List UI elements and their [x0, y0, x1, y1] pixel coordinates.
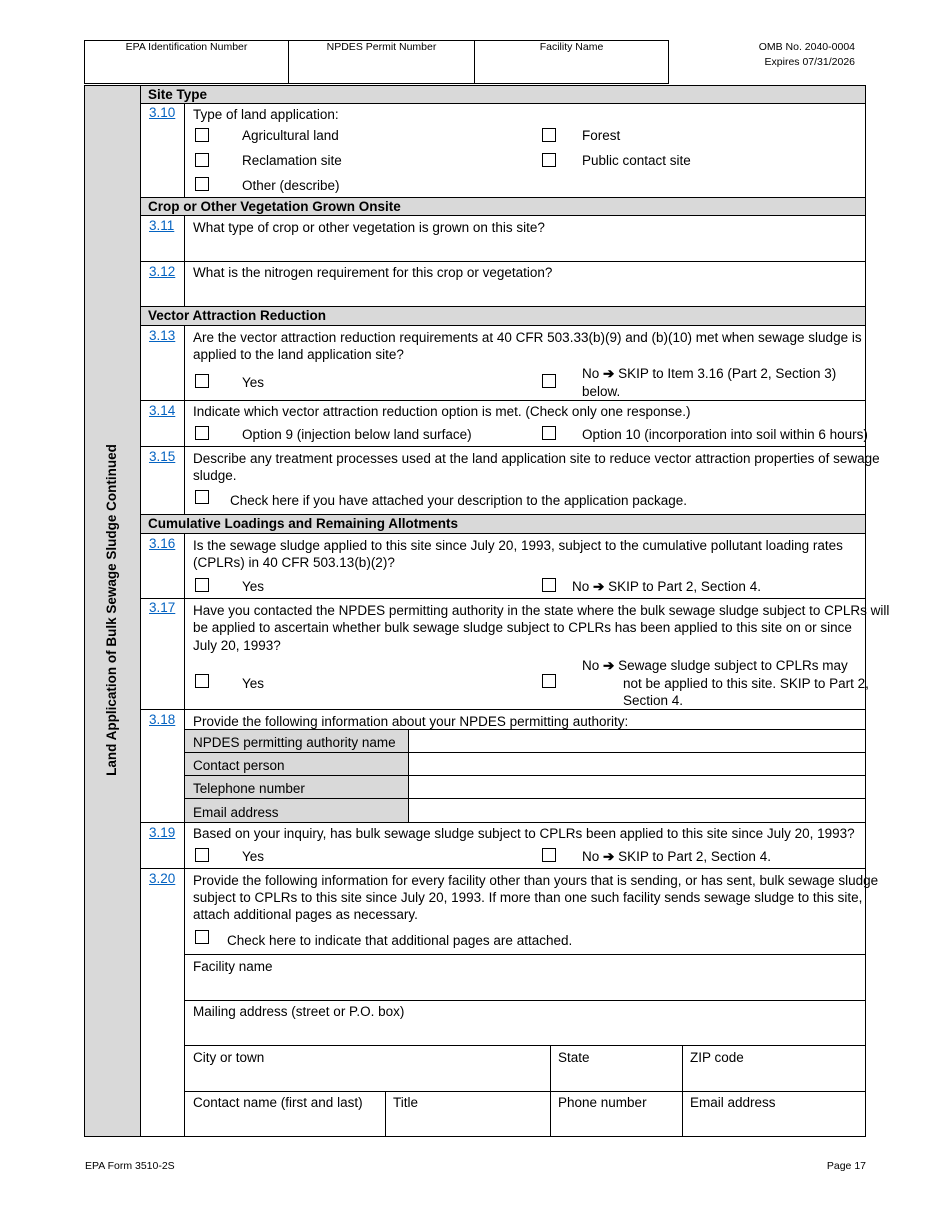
label-q317-no: No ➔ Sewage sludge subject to CPLRs may: [582, 658, 848, 673]
label-q316-no: No ➔ SKIP to Part 2, Section 4.: [572, 579, 761, 594]
q310-text: Type of land application:: [193, 107, 339, 122]
label-zip: ZIP code: [690, 1050, 744, 1065]
npdes-permit-field[interactable]: [290, 56, 472, 82]
label-facility-name: Facility name: [193, 959, 273, 974]
label-state: State: [558, 1050, 590, 1065]
label-q313-no-cont: below.: [582, 384, 621, 399]
section-crop: Crop or Other Vegetation Grown Onsite: [141, 198, 865, 215]
label-forest: Forest: [582, 128, 621, 143]
q315-text-line2: sludge.: [193, 468, 237, 483]
input-authority-name[interactable]: [410, 731, 864, 751]
q317-text-line1: Have you contacted the NPDES permitting authority in the state where the bulk sewage sludge subject to CPLRs will: [193, 603, 890, 618]
input-phone[interactable]: [552, 1112, 680, 1134]
arrow-icon: ➔: [603, 849, 615, 864]
checkbox-q316-no[interactable]: [542, 578, 556, 592]
item-number-3-11[interactable]: 3.11: [149, 218, 175, 233]
q311-text: What type of crop or other vegetation is grown on this site?: [193, 220, 545, 235]
input-city[interactable]: [186, 1067, 548, 1089]
label-telephone: Telephone number: [193, 781, 305, 796]
checkbox-q317-no[interactable]: [542, 674, 556, 688]
q313-text-line2: applied to the land application site?: [193, 347, 404, 362]
label-email-address: Email address: [690, 1095, 776, 1110]
checkbox-forest[interactable]: [542, 128, 556, 142]
q316-text-line2: (CPLRs) in 40 CFR 503.13(b)(2)?: [193, 555, 395, 570]
npdes-permit-label: NPDES Permit Number: [326, 41, 437, 53]
q318-text: Provide the following information about your NPDES permitting authority:: [193, 714, 629, 729]
q315-text-line1: Describe any treatment processes used at the land application site to reduce vector attraction properties of sewage: [193, 451, 880, 466]
label-email: Email address: [193, 805, 279, 820]
label-city: City or town: [193, 1050, 265, 1065]
input-mailing-address[interactable]: [186, 1021, 864, 1043]
label-reclamation-site: Reclamation site: [242, 153, 342, 168]
label-q315-attached: Check here if you have attached your description to the application package.: [230, 493, 688, 508]
q317-text-line3: July 20, 1993?: [193, 638, 281, 653]
checkbox-q317-yes[interactable]: [195, 674, 209, 688]
input-zip[interactable]: [684, 1067, 864, 1089]
label-agricultural-land: Agricultural land: [242, 128, 339, 143]
label-title: Title: [393, 1095, 419, 1110]
label-contact-name: Contact name (first and last): [193, 1095, 363, 1110]
label-public-contact-site: Public contact site: [582, 153, 691, 168]
checkbox-other[interactable]: [195, 177, 209, 191]
side-label: Land Application of Bulk Sewage Sludge Continued: [104, 444, 119, 776]
label-option-10: Option 10 (incorporation into soil within 6 hours): [582, 427, 868, 442]
arrow-icon: ➔: [603, 366, 615, 381]
checkbox-q316-yes[interactable]: [195, 578, 209, 592]
checkbox-q319-yes[interactable]: [195, 848, 209, 862]
label-q319-no: No ➔ SKIP to Part 2, Section 4.: [582, 849, 771, 864]
epa-id-label: EPA Identification Number: [125, 41, 248, 53]
label-q313-yes: Yes: [242, 375, 265, 390]
label-q313-no: No ➔ SKIP to Item 3.16 (Part 2, Section 3): [582, 366, 837, 381]
input-telephone[interactable]: [410, 777, 864, 797]
item-number-3-12[interactable]: 3.12: [149, 264, 176, 279]
omb-expires: Expires 07/31/2026: [764, 56, 855, 68]
q320-text-line1: Provide the following information for every facility other than yours that is sending, or has sent, bulk sewage sludge: [193, 873, 879, 888]
q320-text-line3: attach additional pages as necessary.: [193, 907, 418, 922]
checkbox-q313-yes[interactable]: [195, 374, 209, 388]
item-number-3-16[interactable]: 3.16: [149, 536, 176, 551]
item-number-3-17[interactable]: 3.17: [149, 600, 176, 615]
checkbox-q313-no[interactable]: [542, 374, 556, 388]
label-q316-yes: Yes: [242, 579, 265, 594]
q312-text: What is the nitrogen requirement for this crop or vegetation?: [193, 265, 553, 280]
label-contact-person: Contact person: [193, 758, 285, 773]
checkbox-q315-attached[interactable]: [195, 490, 209, 504]
item-number-3-14[interactable]: 3.14: [149, 403, 176, 418]
input-facility-name[interactable]: [186, 976, 864, 998]
checkbox-public-contact-site[interactable]: [542, 153, 556, 167]
label-authority-name: NPDES permitting authority name: [193, 735, 396, 750]
q320-text-line2: subject to CPLRs to this site since July 20, 1993. If more than one such facility sends sewage sludge to this site,: [193, 890, 863, 905]
input-contact-person[interactable]: [410, 754, 864, 774]
label-other: Other (describe): [242, 178, 340, 193]
checkbox-reclamation-site[interactable]: [195, 153, 209, 167]
label-option-9: Option 9 (injection below land surface): [242, 427, 472, 442]
input-email[interactable]: [410, 800, 864, 821]
footer-form-number: EPA Form 3510-2S: [85, 1160, 175, 1172]
checkbox-q320-attached[interactable]: [195, 930, 209, 944]
q314-text: Indicate which vector attraction reduction option is met. (Check only one response.): [193, 404, 691, 419]
label-q319-yes: Yes: [242, 849, 265, 864]
item-number-3-15[interactable]: 3.15: [149, 449, 176, 464]
arrow-icon: ➔: [603, 658, 615, 673]
q319-text: Based on your inquiry, has bulk sewage sludge subject to CPLRs been applied to this site since July 20, 1993?: [193, 826, 855, 841]
label-q317-yes: Yes: [242, 676, 265, 691]
section-vector-attraction: Vector Attraction Reduction: [141, 307, 865, 325]
label-q320-attached: Check here to indicate that additional pages are attached.: [227, 933, 573, 948]
footer-page-number: Page 17: [826, 1160, 866, 1172]
checkbox-agricultural-land[interactable]: [195, 128, 209, 142]
facility-name-label: Facility Name: [539, 41, 604, 53]
q313-text-line1: Are the vector attraction reduction requirements at 40 CFR 503.33(b)(9) and (b)(10) met when sewage sludge is: [193, 330, 862, 345]
omb-number: OMB No. 2040-0004: [758, 41, 855, 53]
item-number-3-19[interactable]: 3.19: [149, 825, 176, 840]
label-q317-no-line3: Section 4.: [623, 693, 684, 708]
q317-text-line2: be applied to ascertain whether bulk sewage sludge subject to CPLRs has been applied to this site on or since: [193, 620, 852, 635]
epa-id-field[interactable]: [86, 56, 286, 82]
input-title[interactable]: [387, 1112, 548, 1134]
section-cumulative-loadings: Cumulative Loadings and Remaining Allotments: [141, 515, 865, 533]
item-number-3-20[interactable]: 3.20: [149, 871, 176, 886]
item-number-3-13[interactable]: 3.13: [149, 328, 176, 343]
section-site-type: Site Type: [141, 86, 865, 103]
label-mailing-address: Mailing address (street or P.O. box): [193, 1004, 405, 1019]
label-q317-no-line2: not be applied to this site. SKIP to Part 2,: [623, 676, 869, 691]
arrow-icon: ➔: [593, 579, 605, 594]
checkbox-option-9[interactable]: [195, 426, 209, 440]
input-state[interactable]: [552, 1067, 680, 1089]
facility-name-field[interactable]: [476, 56, 666, 82]
item-number-3-18[interactable]: 3.18: [149, 712, 176, 727]
item-number-3-10[interactable]: 3.10: [149, 105, 176, 120]
input-contact-name[interactable]: [186, 1112, 383, 1134]
input-email-address[interactable]: [684, 1112, 864, 1134]
checkbox-q319-no[interactable]: [542, 848, 556, 862]
checkbox-option-10[interactable]: [542, 426, 556, 440]
label-phone: Phone number: [558, 1095, 647, 1110]
q316-text-line1: Is the sewage sludge applied to this site since July 20, 1993, subject to the cumulative pollutant loading rates: [193, 538, 843, 553]
